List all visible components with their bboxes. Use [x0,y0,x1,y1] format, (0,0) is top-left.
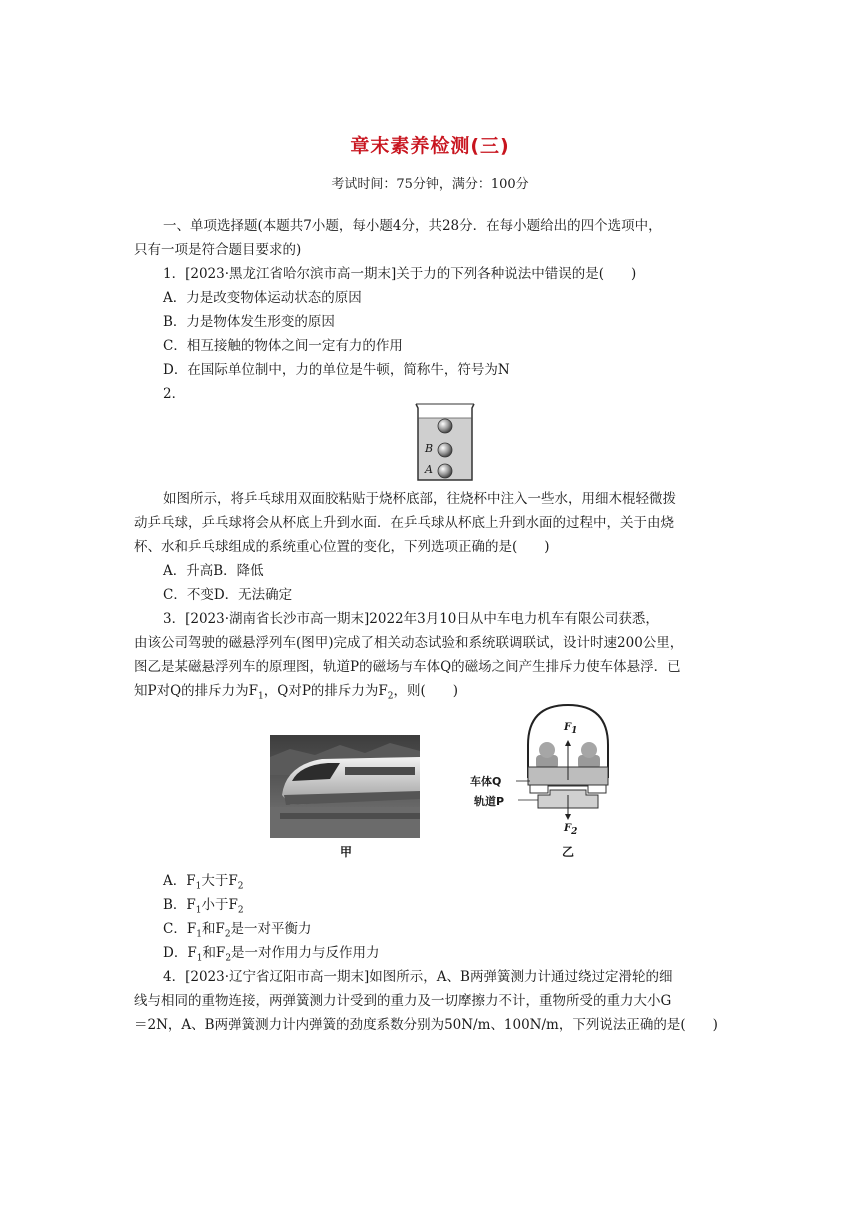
force-f2-label: $F_2$ [564,823,578,837]
q3-option-a: A．$F_1$大于$F_2$ [163,873,244,892]
q3-option-d: D．$F_1$和$F_2$是一对作用力与反作用力 [163,945,380,964]
q4-stem-line2: 线与相同的重物连接，两弹簧测力计受到的重力及一切摩擦力不计，重物所受的重力大小G [134,993,672,1009]
ball-b-label: B [425,442,434,455]
q1-stem: 1．[2023·黑龙江省哈尔滨市高一期末]关于力的下列各种说法中错误的是( ) [163,266,637,282]
maglev-train-photo [270,735,420,838]
ball-a-label: A [425,463,433,476]
ping-pong-ball-a [438,464,452,478]
page-title: 章末素养检测(三) [350,135,510,157]
car-body-q-label: 车体Q [470,775,502,788]
q4-stem-line1: 4．[2023·辽宁省辽阳市高一期末]如图所示，A、B两弹簧测力计通过绕过定滑轮的细 [163,969,673,985]
track-p-label: 轨道P [474,795,505,808]
q1-option-b: B．力是物体发生形变的原因 [163,314,335,330]
q3-option-b: B．$F_1$小于$F_2$ [163,897,244,916]
q2-beaker-figure [413,400,477,484]
q3-stem-line4: 知P对Q的排斥力为$F_1$，Q对P的排斥力为$F_2$，则( ) [134,683,459,702]
q4-stem-line3: ＝2N，A、B两弹簧测力计内弹簧的劲度系数分别为50N/m、100N/m，下列说法正确的是( ) [134,1017,718,1033]
q3-option-c: C．$F_1$和$F_2$是一对平衡力 [163,921,312,940]
section-heading-line1: 一、单项选择题(本题共7小题，每小题4分，共28分．在每小题给出的四个选项中， [163,218,662,234]
q2-stem-line2: 动乒乓球，乒乓球将会从杯底上升到水面．在乒乓球从杯底上升到水面的过程中，关于由烧 [134,515,674,531]
q1-option-d: D．在国际单位制中，力的单位是牛顿，简称牛，符号为N [163,362,510,378]
q2-stem-line3: 杯、水和乒乓球组成的系统重心位置的变化，下列选项正确的是( ) [134,539,550,555]
maglev-principle-diagram [470,700,620,846]
q2-options-ab: A．升高B．降低 [163,563,264,579]
q1-option-a: A．力是改变物体运动状态的原因 [163,290,362,306]
ping-pong-ball-top [438,419,452,433]
q2-number: 2． [163,386,186,402]
q3-stem-line3: 图乙是某磁悬浮列车的原理图，轨道P的磁场与车体Q的磁场之间产生排斥力使车体悬浮．已 [134,659,681,675]
section-heading-line2: 只有一项是符合题目要求的) [134,242,302,258]
q3-stem-line2: 由该公司驾驶的磁悬浮列车(图甲)完成了相关动态试验和系统联调联试，设计时速200公里， [134,635,684,651]
force-f1-label: $F_1$ [564,722,578,736]
ping-pong-ball-b [438,443,452,457]
figure-b-caption: 乙 [562,845,575,859]
q1-option-c: C．相互接触的物体之间一定有力的作用 [163,338,403,354]
figure-a-caption: 甲 [340,845,353,859]
q2-stem-line1: 如图所示，将乒乓球用双面胶粘贴于烧杯底部，往烧杯中注入一些水，用细木棍轻微拨 [163,491,676,507]
exam-info: 考试时间：75分钟，满分：100分 [331,177,529,192]
q3-stem-line1: 3．[2023·湖南省长沙市高一期末]2022年3月10日从中车电力机车有限公司获悉， [163,611,659,627]
q2-options-cd: C．不变D．无法确定 [163,587,293,603]
